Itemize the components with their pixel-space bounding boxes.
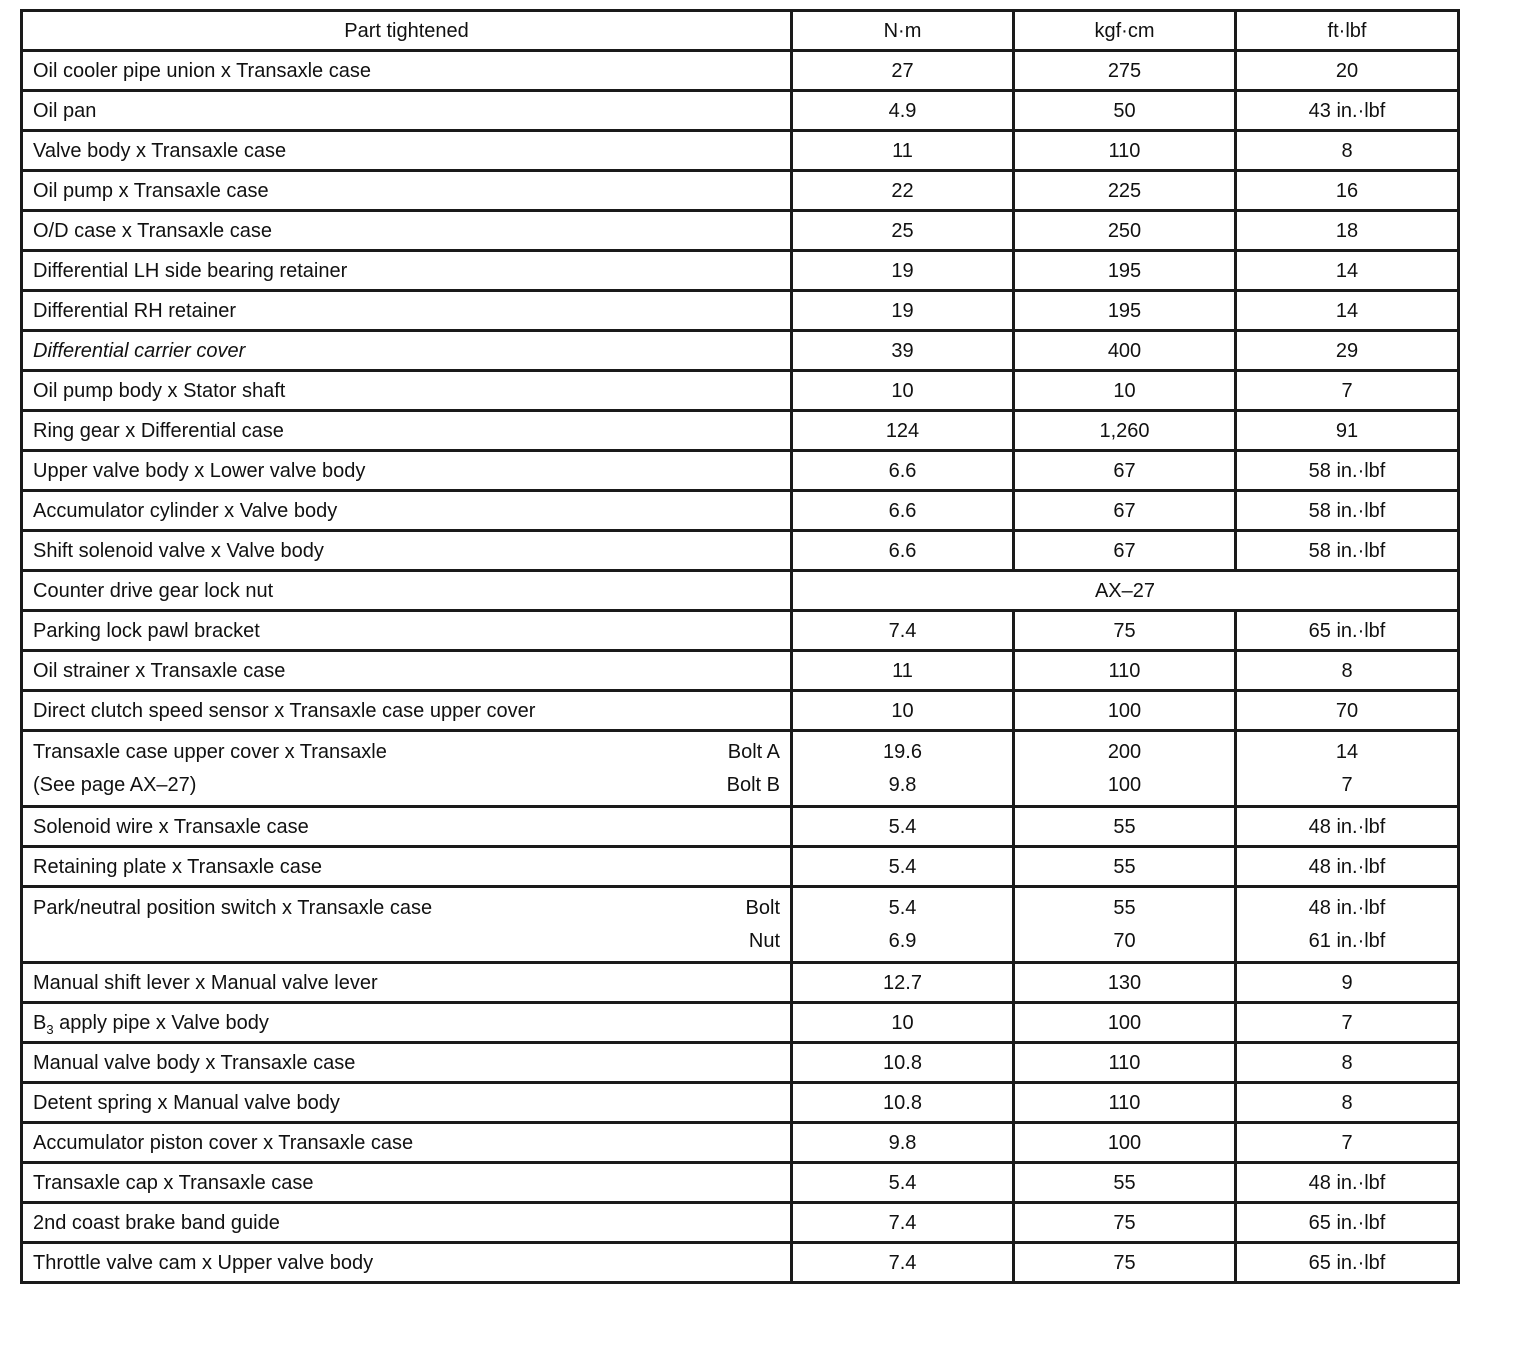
nm-cell: 6.6 xyxy=(792,531,1014,571)
ft-cell: 65 in.·lbf xyxy=(1236,1243,1459,1283)
kgf-cell: 250 xyxy=(1014,211,1236,251)
part-cell: Throttle valve cam x Upper valve body xyxy=(22,1243,792,1283)
table-row xyxy=(22,1083,1459,1123)
kgf-value-b: 70 xyxy=(1113,929,1136,952)
nm-value-a: 19.6 xyxy=(883,740,922,763)
part-suffix: apply pipe x Valve body xyxy=(53,1011,269,1034)
table-row xyxy=(22,571,1459,611)
table-row xyxy=(22,887,1459,963)
ft-cell: 48 in.·lbf xyxy=(1236,1163,1459,1203)
table-row xyxy=(22,807,1459,847)
ft-value-a: 14 xyxy=(1335,740,1359,763)
nm-cell: 12.7 xyxy=(792,963,1014,1003)
nm-cell: 9.8 xyxy=(792,1123,1014,1163)
kgf-cell: 400 xyxy=(1014,331,1236,371)
ft-cell: 43 in.·lbf xyxy=(1236,91,1459,131)
kgf-cell: 195 xyxy=(1014,291,1236,331)
kgf-cell: 50 xyxy=(1014,91,1236,131)
ft-cell: 9 xyxy=(1236,963,1459,1003)
header-nm: N·m xyxy=(792,11,1014,51)
table-row xyxy=(22,1043,1459,1083)
part-prefix: B xyxy=(33,1011,47,1034)
kgf-value-b: 100 xyxy=(1107,773,1142,796)
kgf-cell: 110 xyxy=(1014,131,1236,171)
part-label: Park/neutral position switch x Transaxle case xyxy=(33,896,433,919)
torque-specification-table xyxy=(20,9,1460,1284)
part-cell: Shift solenoid valve x Valve body xyxy=(22,531,792,571)
ft-cell: 7 xyxy=(1236,1123,1459,1163)
nm-cell: 124 xyxy=(792,411,1014,451)
nm-value-b: 9.8 xyxy=(888,773,917,796)
kgf-cell: 55 xyxy=(1014,847,1236,887)
nm-cell: 4.9 xyxy=(792,91,1014,131)
ft-cell: 29 xyxy=(1236,331,1459,371)
part-cell: Direct clutch speed sensor x Transaxle case upper cover xyxy=(22,691,792,731)
part-cell: Oil pump body x Stator shaft xyxy=(22,371,792,411)
kgf-cell: 110 xyxy=(1014,1043,1236,1083)
ft-value-a: 48 in.·lbf xyxy=(1308,896,1386,919)
part-cell: Manual valve body x Transaxle case xyxy=(22,1043,792,1083)
nm-cell: 39 xyxy=(792,331,1014,371)
kgf-cell: 10 xyxy=(1014,371,1236,411)
nm-cell: 11 xyxy=(792,651,1014,691)
part-cell xyxy=(22,1003,792,1043)
table-row xyxy=(22,491,1459,531)
table-row xyxy=(22,531,1459,571)
nm-value-b: 6.9 xyxy=(888,929,917,952)
part-cell: Parking lock pawl bracket xyxy=(22,611,792,651)
ft-cell: 14 xyxy=(1236,251,1459,291)
nm-cell: 5.4 xyxy=(792,1163,1014,1203)
table-row xyxy=(22,51,1459,91)
kgf-cell: 225 xyxy=(1014,171,1236,211)
ft-cell: 8 xyxy=(1236,1043,1459,1083)
kgf-cell: 100 xyxy=(1014,691,1236,731)
ft-value-b: 7 xyxy=(1341,773,1353,796)
nm-cell: 10 xyxy=(792,371,1014,411)
table-row xyxy=(22,1003,1459,1043)
part-cell: Manual shift lever x Manual valve lever xyxy=(22,963,792,1003)
part-cell: Valve body x Transaxle case xyxy=(22,131,792,171)
nm-cell: 5.4 xyxy=(792,847,1014,887)
kgf-cell: 110 xyxy=(1014,651,1236,691)
bolt-b-label: Bolt B xyxy=(726,773,780,796)
kgf-cell: 55 xyxy=(1014,1163,1236,1203)
nm-cell: 19 xyxy=(792,291,1014,331)
header-kgf: kgf·cm xyxy=(1014,11,1236,51)
header-ft: ft·lbf xyxy=(1236,11,1459,51)
table-row xyxy=(22,91,1459,131)
part-cell: Ring gear x Differential case xyxy=(22,411,792,451)
ft-cell: 58 in.·lbf xyxy=(1236,531,1459,571)
nm-cell: 22 xyxy=(792,171,1014,211)
kgf-cell: 75 xyxy=(1014,611,1236,651)
table-row xyxy=(22,1163,1459,1203)
table-row xyxy=(22,131,1459,171)
table-row xyxy=(22,1203,1459,1243)
part-cell: Detent spring x Manual valve body xyxy=(22,1083,792,1123)
part-cell: Oil strainer x Transaxle case xyxy=(22,651,792,691)
part-cell: Accumulator cylinder x Valve body xyxy=(22,491,792,531)
part-cell: Solenoid wire x Transaxle case xyxy=(22,807,792,847)
part-cell: O/D case x Transaxle case xyxy=(22,211,792,251)
nm-cell: 7.4 xyxy=(792,1203,1014,1243)
part-cell: Counter drive gear lock nut xyxy=(22,571,792,611)
kgf-cell: 130 xyxy=(1014,963,1236,1003)
nm-cell: 10.8 xyxy=(792,1043,1014,1083)
table-row xyxy=(22,651,1459,691)
table-row xyxy=(22,291,1459,331)
kgf-value-a: 55 xyxy=(1113,896,1136,919)
ft-cell: 8 xyxy=(1236,651,1459,691)
header-part: Part tightened xyxy=(22,11,792,51)
ft-cell: 14 xyxy=(1236,291,1459,331)
nm-cell xyxy=(792,887,1014,963)
nm-cell: 10.8 xyxy=(792,1083,1014,1123)
kgf-cell: 100 xyxy=(1014,1123,1236,1163)
table-row xyxy=(22,1243,1459,1283)
table-row xyxy=(22,251,1459,291)
ft-cell: 8 xyxy=(1236,131,1459,171)
part-cell xyxy=(22,887,792,963)
nm-cell: 10 xyxy=(792,1003,1014,1043)
part-label: Transaxle case upper cover x Transaxle xyxy=(33,740,387,763)
table-row xyxy=(22,371,1459,411)
page-note: (See page AX–27) xyxy=(33,773,197,796)
ft-cell: 58 in.·lbf xyxy=(1236,451,1459,491)
ft-cell: 8 xyxy=(1236,1083,1459,1123)
ft-cell: 18 xyxy=(1236,211,1459,251)
nm-cell: 6.6 xyxy=(792,451,1014,491)
kgf-cell: 67 xyxy=(1014,491,1236,531)
nm-cell: 10 xyxy=(792,691,1014,731)
ft-cell: 20 xyxy=(1236,51,1459,91)
ft-cell: 70 xyxy=(1236,691,1459,731)
table-row xyxy=(22,691,1459,731)
nm-cell: 25 xyxy=(792,211,1014,251)
nm-cell: 11 xyxy=(792,131,1014,171)
ft-cell xyxy=(1236,887,1459,963)
part-cell xyxy=(22,731,792,807)
kgf-cell: 100 xyxy=(1014,1003,1236,1043)
nm-cell: 5.4 xyxy=(792,807,1014,847)
part-cell: Accumulator piston cover x Transaxle case xyxy=(22,1123,792,1163)
table-row xyxy=(22,211,1459,251)
table-row xyxy=(22,411,1459,451)
part-cell: Oil pan xyxy=(22,91,792,131)
part-cell: Oil cooler pipe union x Transaxle case xyxy=(22,51,792,91)
kgf-value-a: 200 xyxy=(1107,740,1142,763)
nm-cell: 6.6 xyxy=(792,491,1014,531)
nm-cell: 7.4 xyxy=(792,1243,1014,1283)
part-cell: Oil pump x Transaxle case xyxy=(22,171,792,211)
ft-cell xyxy=(1236,731,1459,807)
part-cell: Differential carrier cover xyxy=(22,331,792,371)
kgf-cell: 275 xyxy=(1014,51,1236,91)
kgf-cell: 110 xyxy=(1014,1083,1236,1123)
kgf-cell: 75 xyxy=(1014,1203,1236,1243)
bolt-a-label: Bolt A xyxy=(727,740,780,763)
ft-value-b: 61 in.·lbf xyxy=(1308,929,1386,952)
ft-cell: 65 in.·lbf xyxy=(1236,611,1459,651)
table-header-row xyxy=(22,11,1459,51)
ft-cell: 91 xyxy=(1236,411,1459,451)
nm-cell xyxy=(792,731,1014,807)
kgf-cell: 67 xyxy=(1014,531,1236,571)
ft-cell: 16 xyxy=(1236,171,1459,211)
part-cell: Transaxle cap x Transaxle case xyxy=(22,1163,792,1203)
part-cell: Differential LH side bearing retainer xyxy=(22,251,792,291)
nm-cell: 27 xyxy=(792,51,1014,91)
kgf-cell: 1,260 xyxy=(1014,411,1236,451)
ft-cell: 7 xyxy=(1236,1003,1459,1043)
table-row xyxy=(22,1123,1459,1163)
nm-cell: 19 xyxy=(792,251,1014,291)
table-row xyxy=(22,331,1459,371)
table-row xyxy=(22,847,1459,887)
table-row xyxy=(22,963,1459,1003)
kgf-cell: 67 xyxy=(1014,451,1236,491)
part-subscript: 3 xyxy=(46,1021,54,1037)
kgf-cell: 195 xyxy=(1014,251,1236,291)
part-cell: 2nd coast brake band guide xyxy=(22,1203,792,1243)
bolt-label: Bolt xyxy=(745,896,780,919)
table-row xyxy=(22,171,1459,211)
ft-cell: 58 in.·lbf xyxy=(1236,491,1459,531)
kgf-cell: 75 xyxy=(1014,1243,1236,1283)
nut-label: Nut xyxy=(748,929,780,952)
part-cell: Differential RH retainer xyxy=(22,291,792,331)
page-reference-cell: AX–27 xyxy=(792,571,1459,611)
table-row xyxy=(22,731,1459,807)
ft-cell: 48 in.·lbf xyxy=(1236,807,1459,847)
table-row xyxy=(22,451,1459,491)
ft-cell: 7 xyxy=(1236,371,1459,411)
kgf-cell xyxy=(1014,887,1236,963)
kgf-cell: 55 xyxy=(1014,807,1236,847)
nm-value-a: 5.4 xyxy=(888,896,917,919)
kgf-cell xyxy=(1014,731,1236,807)
ft-cell: 65 in.·lbf xyxy=(1236,1203,1459,1243)
table-row xyxy=(22,611,1459,651)
ft-cell: 48 in.·lbf xyxy=(1236,847,1459,887)
part-cell: Upper valve body x Lower valve body xyxy=(22,451,792,491)
nm-cell: 7.4 xyxy=(792,611,1014,651)
part-cell: Retaining plate x Transaxle case xyxy=(22,847,792,887)
